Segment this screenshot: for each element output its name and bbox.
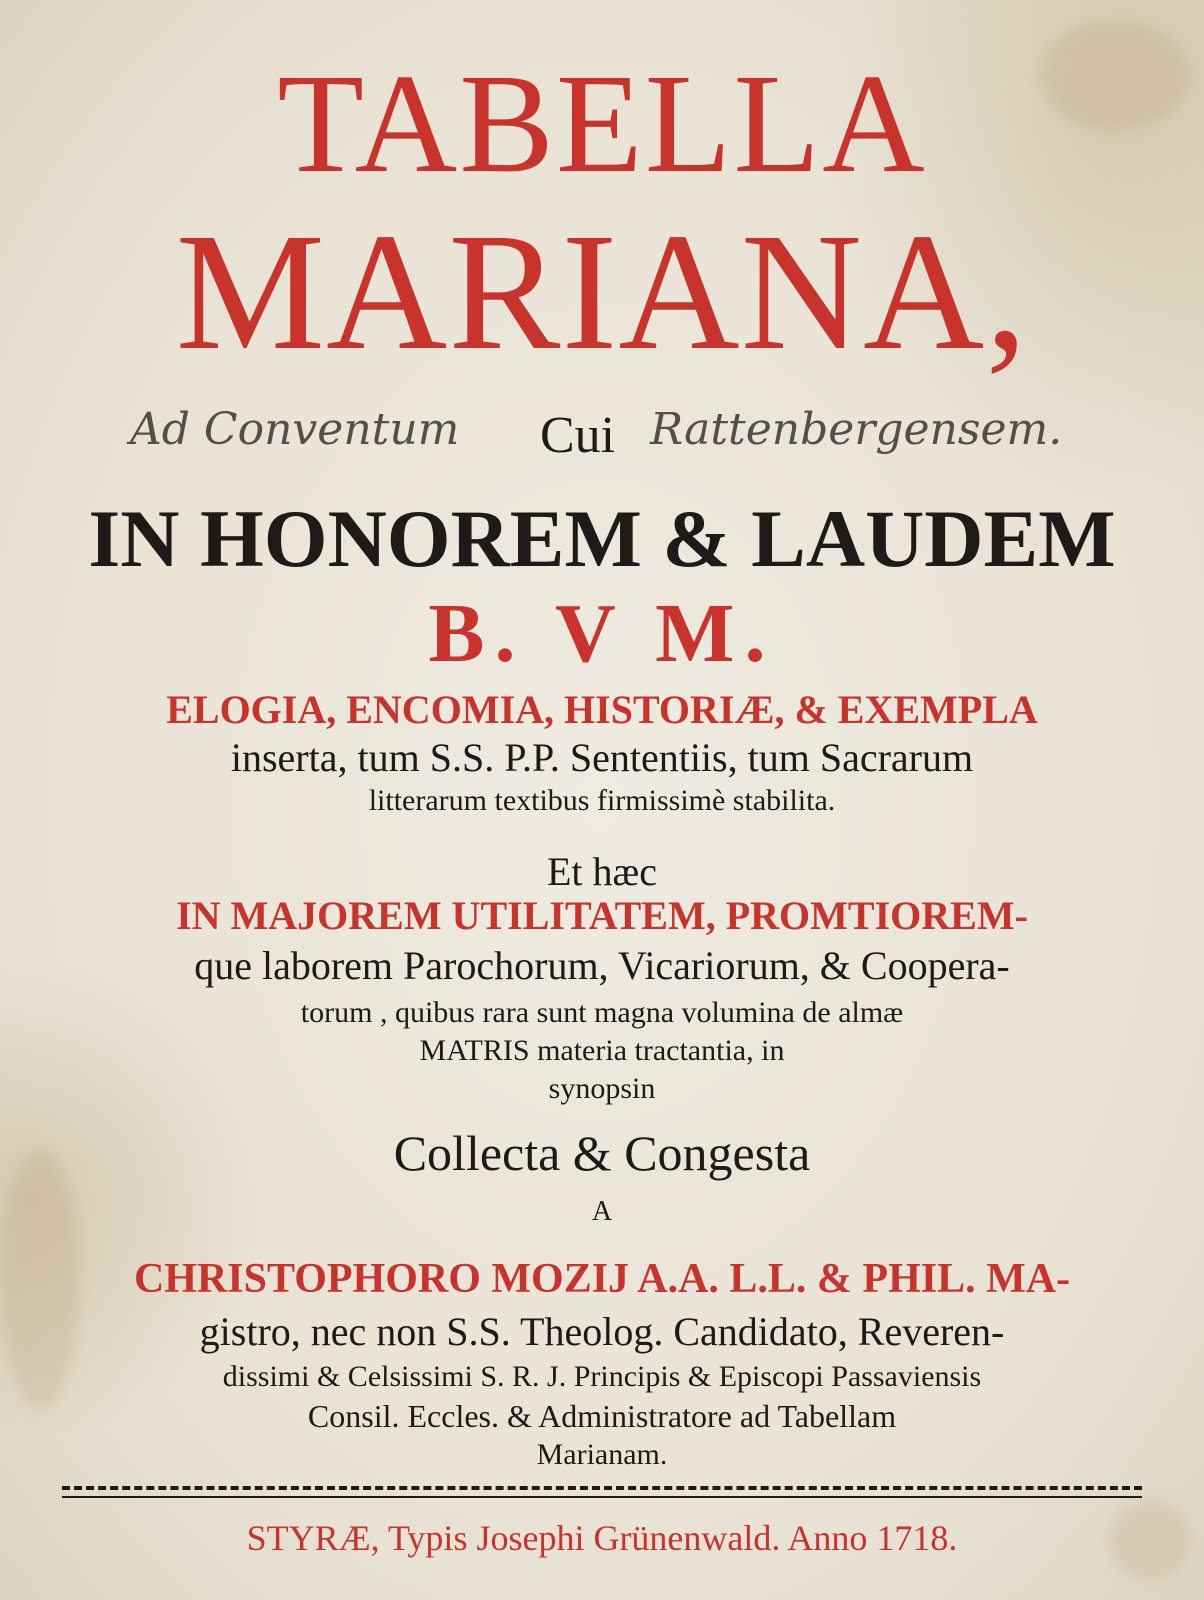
title-line-1: TABELLA (277, 44, 927, 202)
by-letter: A (591, 1196, 613, 1227)
handwritten-inscription-left: Ad Conventum (130, 404, 460, 455)
inserta-line: inserta, tum S.S. P.P. Sententiis, tum Sacrarum (230, 735, 974, 780)
author-line-5: Marianam. (536, 1438, 668, 1471)
elogia-line: ELOGIA, ENCOMIA, HISTORIÆ, & EXEMPLA (166, 687, 1038, 732)
laborem-line: que laborem Parochorum, Vicariorum, & Coopera- (194, 943, 1010, 988)
utilitatem-line: IN MAJOREM UTILITATEM, PROMTIOREM- (176, 893, 1028, 938)
cui-word: Cui (540, 407, 616, 464)
bvm-line: B. V M. (428, 587, 776, 680)
divider-rule (62, 1486, 1142, 1490)
et-haec-line: Et hæc (547, 849, 657, 894)
litterarum-line: litterarum textibus firmissimè stabilita. (368, 784, 836, 817)
collecta-line: Collecta & Congesta (393, 1125, 811, 1181)
author-line-3: dissimi & Celsissimi S. R. J. Principis & Episcopi Passaviensis (222, 1360, 982, 1393)
author-line-4: Consil. Eccles. & Administratore ad Tabellam (307, 1398, 897, 1434)
matris-line: MATRIS materia tractantia, in (419, 1034, 785, 1067)
title-line-2: MARIANA, (175, 199, 1029, 385)
handwritten-inscription-right: Rattenbergensem. (650, 404, 1063, 455)
author-line-1: CHRISTOPHORO MOZIJ A.A. L.L. & PHIL. MA- (133, 1256, 1071, 1302)
imprint-line: STYRÆ, Typis Josephi Grünenwald. Anno 1718. (246, 1518, 958, 1558)
synopsin-line: synopsin (548, 1072, 656, 1105)
divider-rule (62, 1496, 1142, 1498)
torum-line: torum , quibus rara sunt magna volumina de almæ (300, 996, 904, 1029)
dedication-line: IN HONOREM & LAUDEM (88, 493, 1116, 584)
author-line-2: gistro, nec non S.S. Theolog. Candidato, Reveren- (199, 1309, 1005, 1354)
inscription-row (0, 400, 1204, 470)
